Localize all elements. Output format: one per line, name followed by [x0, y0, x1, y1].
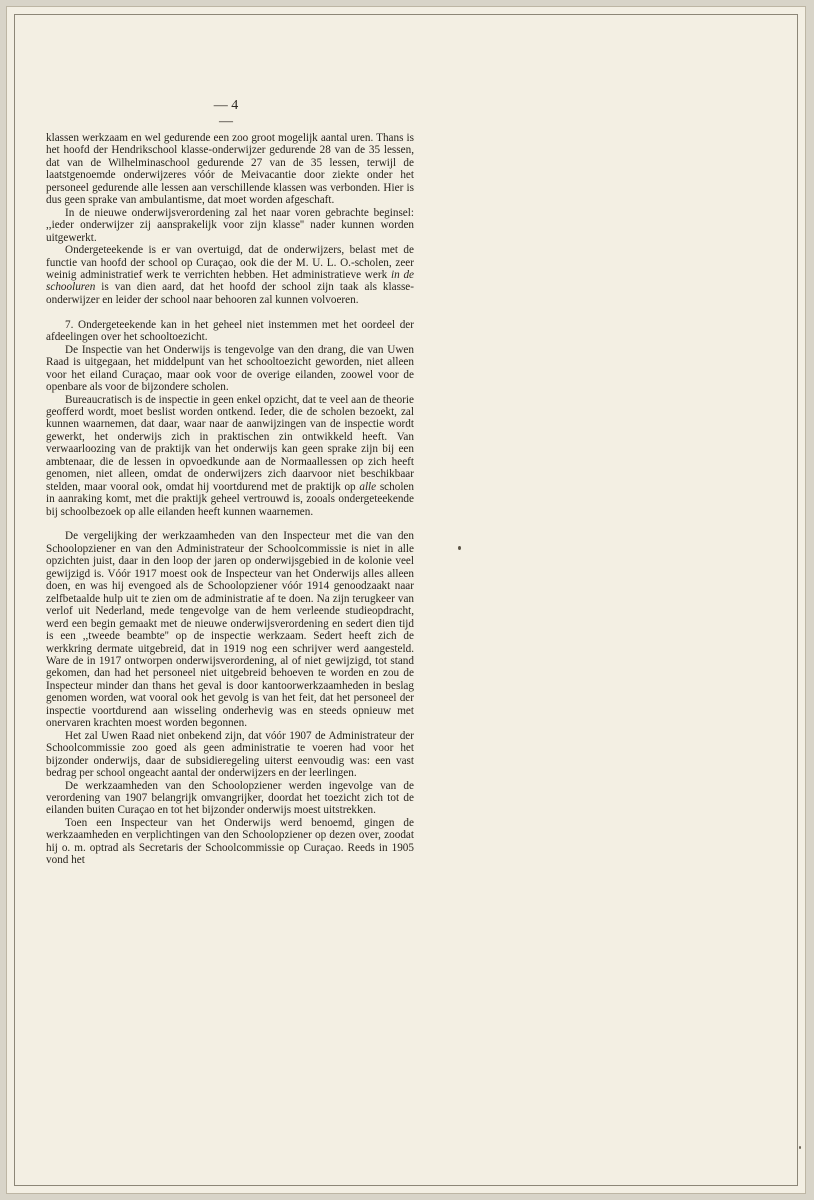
paragraph-inspector-appointed: Toen een Inspecteur van het Onderwijs werd benoemd, gingen de werkzaamheden en verplichtingen van den Schoolopziener op dezen over, zoodat hij o. m. optrad als Secretaris der Schoolcommissie op Curaçao. Reeds in 1905 vond het	[46, 816, 414, 867]
paragraph-bureaucratic: Bureaucratisch is de inspectie in geen enkel opzicht, dat te veel aan de theorie geofferd wordt, moet beslist worden ontkend. Ieder, die de scholen bezoekt, zal kunnen waarnemen, dat daar, waar naar de aanwijzingen van de inspectie wordt gewerkt, het onderwijs zich in praktischen zin ontwikkeld heeft. Van verwaarloozing van de praktijk van het onderwijs kan geen sprake zijn bij een ambtenaar, die de lessen in opvoedkunde aan de Normaallessen op zich heeft genomen, niet alleen, omdat de onderwijzers zich daarvoor niet beschikbaar stelden, maar vooral ook, omdat hij voortdurend met de praktijk op alle scholen in aanraking komt, met die praktijk geheel vertrouwd is, zooals ondergeteekende bij schoolbezoek op alle eilanden heeft kunnen waarnemen.	[46, 393, 414, 518]
paragraph-section-7: 7. Ondergeteekende kan in het geheel niet instemmen met het oordeel der afdeelingen over het schooltoezicht.	[46, 318, 414, 344]
paragraph-regulation: In de nieuwe onderwijsverordening zal het naar voren gebrachte beginsel: ,,ieder onderwijzer zij aansprakelijk voor zijn klasse'' nader kunnen worden uitgewerkt.	[46, 206, 414, 244]
document-sheet	[6, 6, 806, 1194]
body-text	[46, 132, 414, 867]
paragraph-1907-regulation: De werkzaamheden van den Schoolopziener werden ingevolge van de verordening van 1907 belangrijk omvangrijker, doordat het toezicht zich tot de eilanden buiten Curaçao en tot het bijzonder onderwijs moest uitstrekken.	[46, 779, 414, 817]
page-number: — 4 —	[213, 98, 239, 129]
paragraph-classes: klassen werkzaam en wel gedurende een zoo groot mogelijk aantal uren. Thans is het hoofd der Hendrikschool klasse-onderwijzer gedurende 28 van de 35 lessen, dat van de Wilhelminaschool gedurende 27 van de 35 lessen, terwijl de laatstgenoemde onderwijzeres vóór de Meivacantie door ziekte onder het personeel gedurende alle lessen aan verschillende klassen was verbonden. Hier is dus geen sprake van ambulantisme, dat moet worden afgeschaft.	[46, 132, 414, 207]
paragraph-before-1907: Het zal Uwen Raad niet onbekend zijn, dat vóór 1907 de Administrateur der Schoolcommissie zoo goed als geen administratie te voeren had voor het bijzonder onderwijs, daar de subsidieregeling uiterst eenvoudig was: een vast bedrag per school ongeacht aantal der onderwijzers en der leerlingen.	[46, 729, 414, 780]
paragraph-administration: Ondergeteekende is er van overtuigd, dat de onderwijzers, belast met de functie van hoofd der school op Curaçao, ook die der M. U. L. O.-scholen, zeer weinig administratief werk te verrichten hebben. Het administratieve werk in de schooluren is van dien aard, dat het hoofd der school zijn taak als klasse-onderwijzer en leider der school naar behooren zal kunnen volvoeren.	[46, 244, 415, 306]
ink-spot	[799, 1146, 801, 1149]
paragraph-comparison: De vergelijking der werkzaamheden van den Inspecteur met die van den Schoolopziener en van den Administrateur der Schoolcommissie is niet in alle opzichten juist, daar in den loop der jaren op onderwijsgebied in de kolonie veel gewijzigd is. Vóór 1917 moest ook de Inspecteur van het Onderwijs alles alleen doen, en was hij evengoed als de Schoolopziener vóór 1914 genoodzaakt naar zelfbetaalde hulp uit te zien om de administratie af te doen. Na zijn terugkeer van verlof uit Nederland, mede tengevolge van de hem verleende studieopdracht, werd een begin gemaakt met de nieuwe onderwijsverordening en sedert dien tijd is een ,,tweede beambte'' op de inspectie werkzaam. Sedert heeft zich de werkkring dermate uitgebreid, dat in 1919 nog een schrijver werd aangesteld. Ware de in 1917 ontworpen onderwijsverordening, al of niet gewijzigd, tot stand gekomen, dan had het personeel niet uitgebreid behoeven te worden en zou de Inspecteur minder dan thans het geval is door kantoorwerkzaamheden in beslag genomen worden, wat vooral ook het gevolg is van het feit, dat het personeel der inspectie voortdurend aan wisseling onderhevig was en steeds opnieuw met onervaren krachten moest worden begonnen.	[46, 530, 414, 730]
ink-spot	[458, 546, 461, 550]
paragraph-inspection: De Inspectie van het Onderwijs is tengevolge van den drang, die van Uwen Raad is uitgegaan, het middelpunt van het schooltoezicht geworden, niet alleen voor het eiland Curaçao, maar ook voor de overige eilanden, zoowel voor de openbare als voor de bijzondere scholen.	[46, 343, 414, 394]
